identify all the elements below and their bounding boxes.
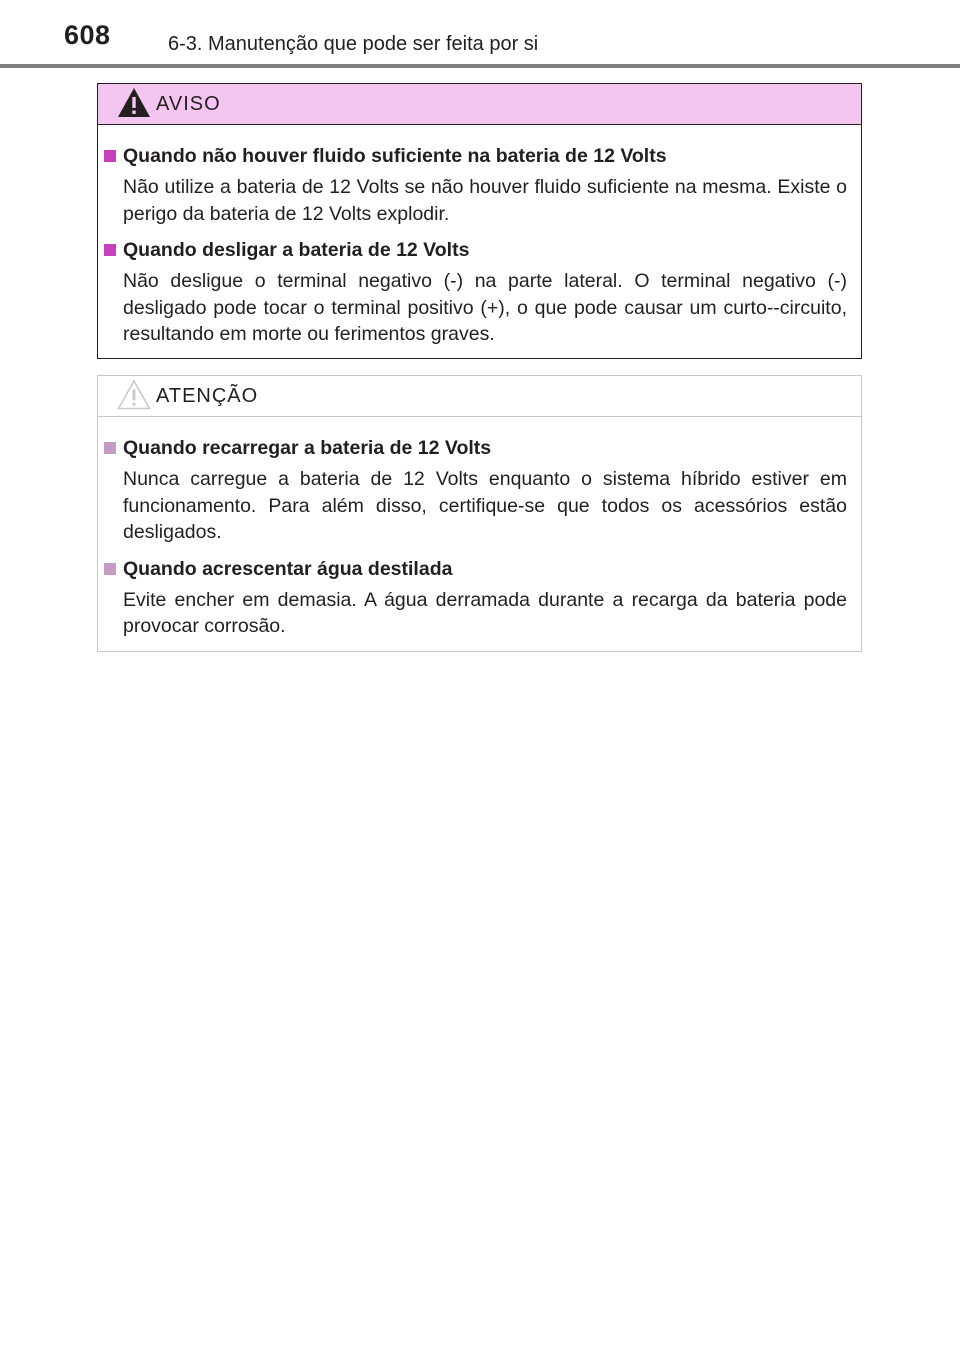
caution-triangle-outline-icon	[117, 379, 151, 410]
bullet-square-icon	[104, 150, 116, 162]
bullet-square-icon	[104, 563, 116, 575]
warning-box	[97, 83, 862, 359]
warning-item-text: Não utilize a bateria de 12 Volts se não houver fluido suficiente na mesma. Existe o perigo da bateria de 12 Volts explodir.	[123, 176, 847, 225]
bullet-square-icon	[104, 244, 116, 256]
warning-label: AVISO	[156, 93, 221, 115]
page-number: 608	[64, 20, 111, 50]
page-header	[0, 0, 960, 68]
warning-item	[104, 143, 847, 227]
caution-label: ATENÇÃO	[156, 385, 259, 407]
caution-item-title: Quando acrescentar água destilada	[123, 557, 453, 580]
warning-triangle-filled-icon	[117, 87, 151, 118]
caution-box-header	[98, 376, 861, 417]
caution-item-title: Quando recarregar a bateria de 12 Volts	[123, 437, 492, 459]
warning-box-header	[98, 84, 861, 125]
warning-item	[104, 237, 847, 348]
caution-item-text: Nunca carregue a bateria de 12 Volts enquanto o sistema híbrido estiver em funcionamento. Para além disso, certifique-se que todos os acessórios estão desligados.	[123, 468, 847, 543]
warning-item-text: Não desligue o terminal negativo (-) na parte lateral. O terminal negativo (-) desligado pode tocar o terminal positivo (+), o que pode causar um curto--circuito, resultando em morte ou ferimentos graves.	[123, 270, 847, 345]
warning-item-title: Quando não houver fluido suficiente na bateria de 12 Volts	[123, 145, 667, 167]
caution-item	[104, 556, 847, 640]
section-title: 6-3. Manutenção que pode ser feita por si	[168, 33, 539, 55]
header-divider	[0, 64, 960, 68]
caution-box-body	[98, 417, 861, 640]
caution-item-text: Evite encher em demasia. A água derramada durante a recarga da bateria pode provocar corrosão.	[123, 588, 847, 637]
warning-box-body	[98, 125, 861, 348]
bullet-square-icon	[104, 442, 116, 454]
caution-item	[104, 435, 847, 546]
caution-box	[97, 375, 862, 652]
warning-item-title: Quando desligar a bateria de 12 Volts	[123, 239, 470, 261]
